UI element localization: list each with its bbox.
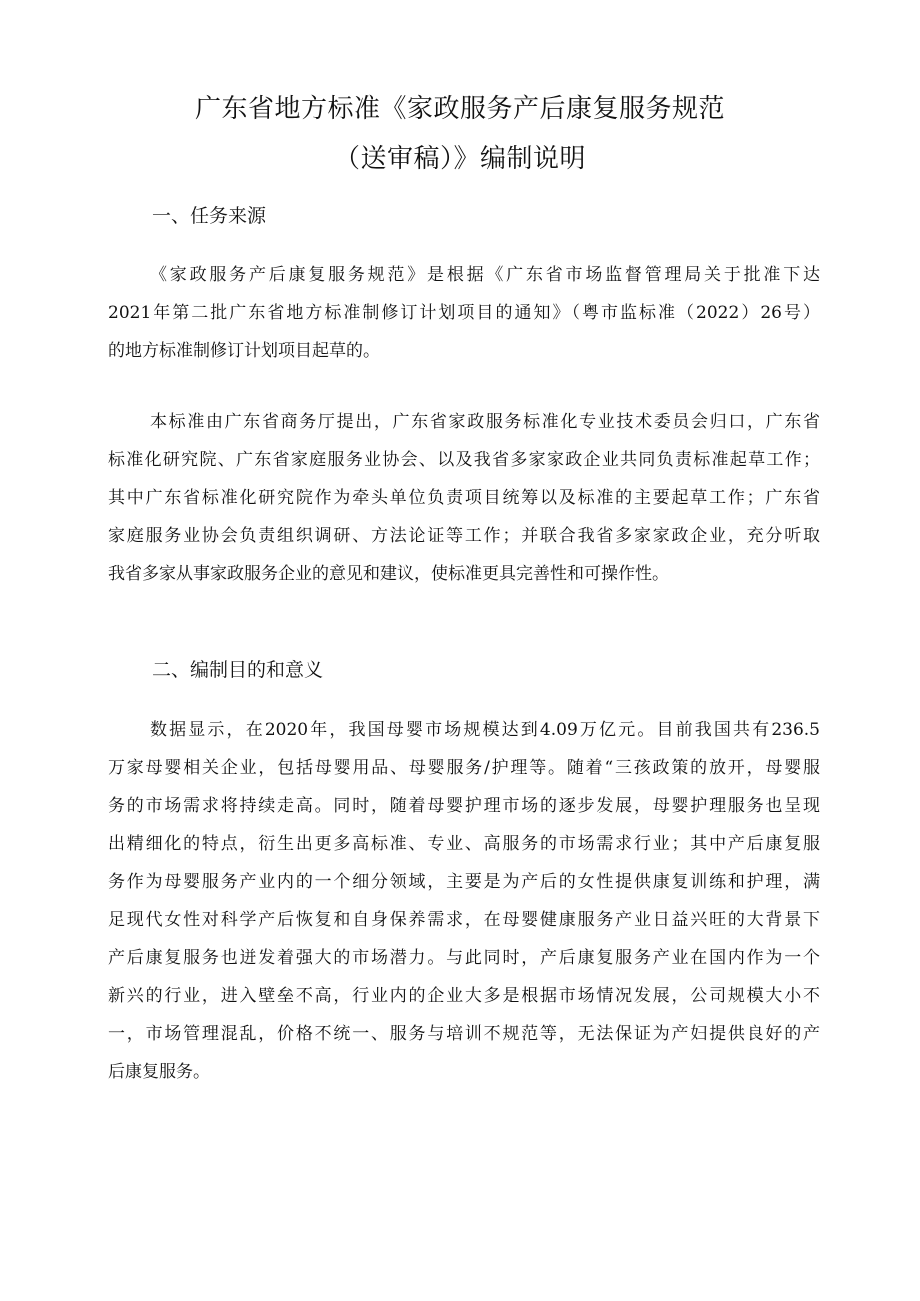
- paragraph-line: 我省多家从事家政服务企业的意见和建议，使标准更具完善性和可操作性。: [108, 564, 669, 584]
- paragraph-line: 万家母婴相关企业，包括母婴用品、母婴服务/护理等。随着“三孩政策的放开，母婴服: [108, 758, 820, 778]
- paragraph-purpose-1: [108, 711, 820, 1091]
- paragraph-line: 务的市场需求将持续走高。同时，随着母婴护理市场的逐步发展，母婴护理服务也呈现: [108, 796, 820, 816]
- paragraph-line: 后康复服务。: [108, 1062, 210, 1082]
- section-heading-task-source: 一、任务来源: [152, 205, 267, 227]
- paragraph-line: 出精细化的特点，衍生出更多高标准、专业、高服务的市场需求行业；其中产后康复服: [108, 834, 820, 854]
- paragraph-line: 标准化研究院、广东省家庭服务业协会、以及我省多家家政企业共同负责标准起草工作；: [108, 450, 820, 470]
- paragraph-line: 足现代女性对科学产后恢复和自身保养需求，在母婴健康服务产业日益兴旺的大背景下: [108, 910, 820, 930]
- section-heading-purpose: 二、编制目的和意义: [152, 659, 324, 681]
- document-title-line-1: 广东省地方标准《家政服务产后康复服务规范: [194, 94, 725, 124]
- document-title-line-2: （送审稿）》编制说明: [333, 144, 586, 174]
- paragraph-task-source-2: [108, 403, 820, 593]
- paragraph-line: 的地方标准制修订计划项目起草的。: [108, 341, 380, 361]
- paragraph-line: 家庭服务业协会负责组织调研、方法论证等工作；并联合我省多家家政企业，充分听取: [108, 526, 820, 546]
- paragraph-line: 新兴的行业，进入壁垒不高，行业内的企业大多是根据市场情况发展，公司规模大小不: [108, 986, 820, 1006]
- paragraph-line: 务作为母婴服务产业内的一个细分领域，主要是为产后的女性提供康复训练和护理，满: [108, 872, 820, 892]
- paragraph-line: 本标准由广东省商务厅提出，广东省家政服务标准化专业技术委员会归口，广东省: [150, 412, 820, 432]
- paragraph-line: 《家政服务产后康复服务规范》是根据《广东省市场监督管理局关于批准下达: [150, 265, 820, 285]
- paragraph-line: 其中广东省标准化研究院作为牵头单位负责项目统筹以及标准的主要起草工作；广东省: [108, 488, 820, 508]
- paragraph-task-source-1: [108, 256, 820, 370]
- paragraph-line: 2021年第二批广东省地方标准制修订计划项目的通知》（粤市监标准（2022）26号）: [108, 303, 820, 323]
- paragraph-line: 一，市场管理混乱，价格不统一、服务与培训不规范等，无法保证为产妇提供良好的产: [108, 1024, 820, 1044]
- paragraph-line: 数据显示，在2020年，我国母婴市场规模达到4.09万亿元。目前我国共有236.5: [150, 720, 820, 740]
- paragraph-line: 产后康复服务也迸发着强大的市场潜力。与此同时，产后康复服务产业在国内作为一个: [108, 948, 820, 968]
